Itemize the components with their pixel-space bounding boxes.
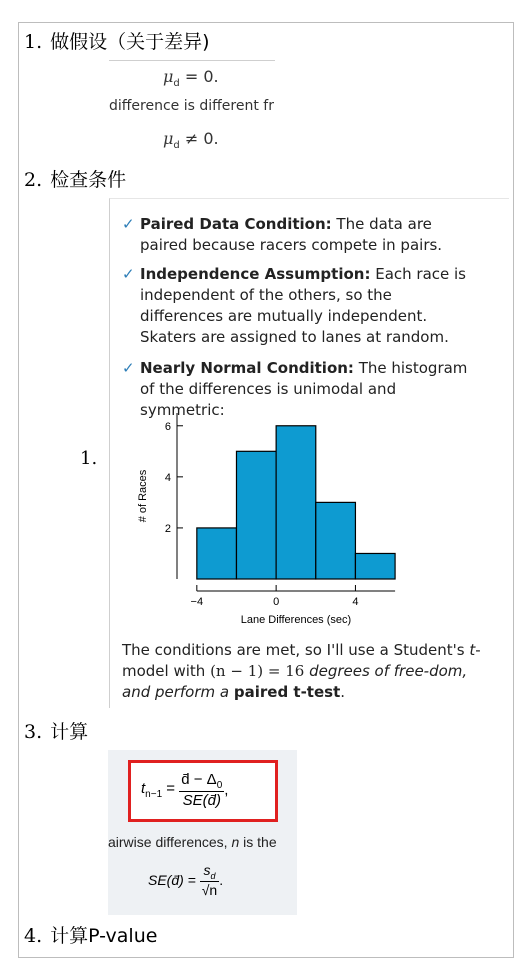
- condition-independence: ✓ Independence Assumption: Each race is independent of the others, so the differences are mutually independent. Skaters are assigned to lanes at random.: [122, 265, 466, 346]
- standard-error-formula: SE(d̄) = $\frac{s_d}{√n}$ .: [148, 862, 224, 898]
- check-icon: ✓: [122, 265, 135, 283]
- step-label: 做假设（关于差异): [50, 31, 210, 53]
- formula-image: [108, 750, 297, 915]
- t-statistic-box: [128, 760, 278, 822]
- check-icon: ✓: [122, 215, 135, 233]
- x-tick-label: 4: [352, 596, 359, 608]
- histogram-chart: [130, 405, 430, 635]
- step-2: [24, 168, 126, 192]
- null-hypothesis: $\mu_d = 0$.: [163, 67, 219, 90]
- step-1: [24, 30, 210, 54]
- x-tick-label: 0: [273, 596, 280, 608]
- alternative-hypothesis: $\mu_d \ne 0$.: [163, 129, 219, 152]
- hypothesis-image: [109, 60, 275, 160]
- step-4: [24, 924, 157, 948]
- y-axis-label: # of Races: [137, 469, 149, 523]
- step-number: 4.: [24, 925, 43, 947]
- formula-fragment: airwise differences, n is the: [108, 834, 277, 850]
- y-tick-label: 2: [164, 522, 171, 535]
- y-tick-label: 6: [164, 420, 171, 433]
- step-label: 计算P-value: [50, 925, 158, 947]
- step-label: 计算: [50, 721, 89, 743]
- histogram-bars: [197, 426, 395, 579]
- histogram-bar: [276, 426, 316, 579]
- histogram-bar: [197, 528, 237, 579]
- y-ticks: [165, 421, 183, 535]
- hypothesis-fragment: difference is different fr: [109, 98, 274, 114]
- histogram-bar: [236, 451, 276, 579]
- x-axis-label: Lane Differences (sec): [240, 614, 352, 626]
- histogram-bar: [355, 553, 395, 579]
- step-number: 3.: [24, 721, 43, 743]
- condition-paired: ✓ Paired Data Condition: The data are paired because racers compete in pairs.: [122, 215, 443, 254]
- check-icon: ✓: [122, 359, 135, 377]
- histogram-bar: [316, 502, 356, 579]
- step-label: 检查条件: [50, 169, 127, 191]
- y-tick-label: 4: [164, 471, 171, 484]
- x-ticks: [191, 585, 359, 608]
- conditions-conclusion: The conditions are met, so I'll use a Student's t-model with (n − 1) = 16 degrees of free-dom, and perform a paired t-test.: [122, 641, 481, 701]
- t-statistic-formula: $t_{n-1}$ = $\frac{d̄ - \Delta_0}{SE(d̄)}$ ,: [141, 771, 229, 809]
- step-3: [24, 720, 88, 744]
- step-number: 2.: [24, 169, 43, 191]
- x-tick-label: −4: [190, 596, 204, 608]
- sub-step-number: 1.: [80, 448, 98, 469]
- step-number: 1.: [24, 31, 43, 53]
- condition-nearly-normal: ✓ Nearly Normal Condition: The histogram of the differences is unimodal and symmetric:: [122, 359, 468, 419]
